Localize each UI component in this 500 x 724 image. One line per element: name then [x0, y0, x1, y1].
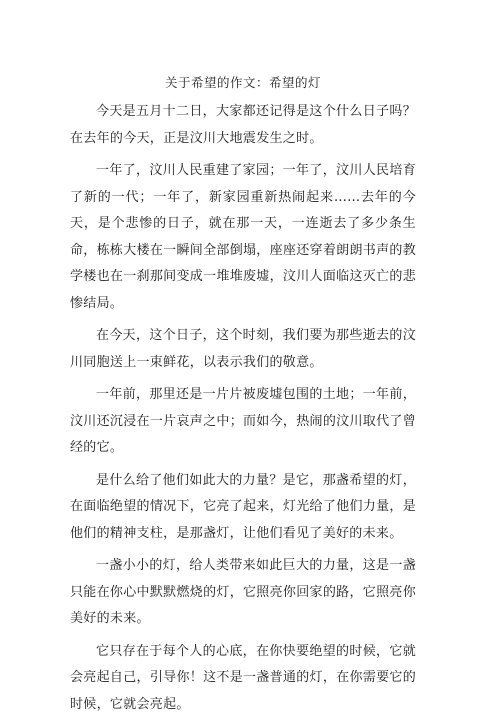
- document-page: [70, 74, 416, 724]
- paragraph: 一年了，汶川人民重建了家园；一年了，汶川人民培育了新的一代；一年了，新家园重新热闹起来……去年的今天，是个悲惨的日子，就在那一天，一连逝去了多少条生命，栋栋大楼在一瞬间全部倒塌，座座还穿着朗朗书声的教学楼也在一刹那间变成一堆堆废墟，汶川人面临这灭亡的悲惨结局。: [70, 163, 416, 311]
- paragraph: 今天是五月十二日，大家都还记得是这个什么日子吗？在去年的今天，正是汶川大地震发生之时。: [70, 104, 416, 146]
- paragraph: 一盏小小的灯，给人类带来如此巨大的力量，这是一盏只能在你心中默默燃烧的灯，它照亮你回家的路，它照亮你美好的未来。: [70, 558, 416, 626]
- paragraph: 一年前，那里还是一片片被废墟包围的土地；一年前，汶川还沉浸在一片哀声之中；而如今，热闹的汶川取代了曾经的它。: [70, 387, 416, 455]
- paragraph: 它只存在于每个人的心底，在你快要绝望的时候，它就会亮起自己，引导你！这不是一盏普通的灯，在你需要它的时候，它就会亮起。: [70, 643, 416, 712]
- paragraph: 是什么给了他们如此大的力量？是它，那盏希望的灯，在面临绝望的情况下，它亮了起来，灯光给了他们力量，是他们的精神支柱，是那盏灯，让他们看见了美好的未来。: [70, 472, 416, 541]
- document-title: 关于希望的作文：希望的灯: [164, 75, 321, 90]
- paragraph: 在今天，这个日子，这个时刻，我们要为那些逝去的汶川同胞送上一束鲜花，以表示我们的敬意。: [70, 328, 416, 370]
